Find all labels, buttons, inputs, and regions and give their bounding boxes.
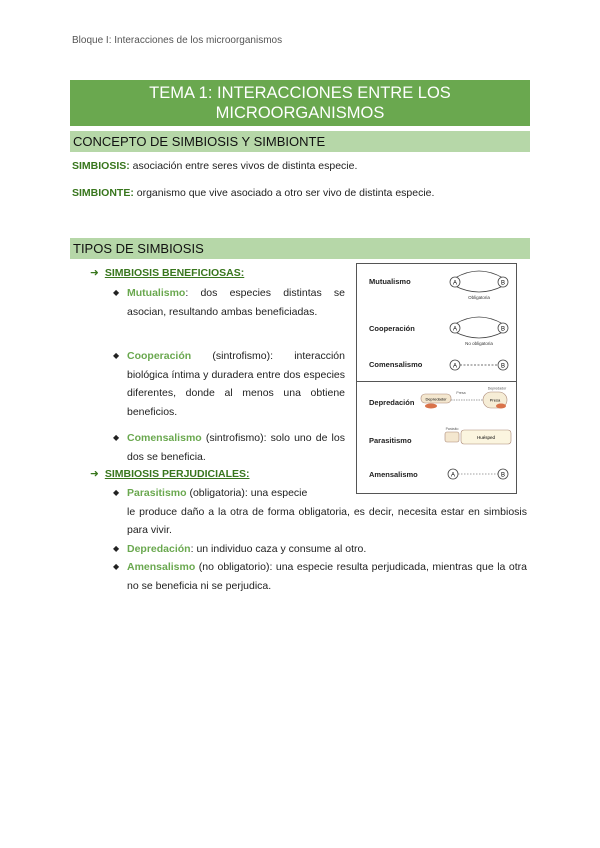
diamond-bullet-icon: ◆: [113, 288, 120, 297]
list-item-depredacion: [113, 540, 527, 559]
category-beneficiosas: [90, 267, 244, 279]
pred-tag-2: Depredador: [487, 386, 507, 391]
item-term: Amensalismo: [127, 561, 196, 573]
category-label: SIMBIOSIS PERJUDICIALES:: [104, 468, 250, 480]
term-simbiosis: SIMBIOSIS:: [72, 160, 130, 172]
node-b: B: [500, 363, 506, 370]
par-left: Parásito: [445, 427, 459, 431]
figure-label-comensalismo: Comensalismo: [369, 360, 423, 369]
item-term: Comensalismo: [127, 432, 202, 444]
figure-drawings: [357, 264, 516, 493]
definition-simbionte: [72, 187, 434, 199]
diamond-bullet-icon: ◆: [113, 488, 120, 497]
item-text: : dos especies distintas se asocian, resultando ambas beneficiadas.: [127, 287, 345, 318]
section-heading-tipos: TIPOS DE SIMBIOSIS: [70, 238, 530, 259]
item-text: (sintrofismo): solo uno de los dos se beneficia.: [127, 432, 345, 463]
def-simbiosis: asociación entre seres vivos de distinta especie.: [129, 160, 358, 172]
figure-label-parasitismo: Parasitismo: [369, 436, 412, 445]
node-a: A: [452, 326, 458, 333]
list-item-comensalismo: [113, 429, 345, 466]
item-text: (sintrofismo): interacción biológica íntima y duradera entre dos especies diferentes, donde al menos una obtiene beneficios.: [127, 350, 345, 418]
page-title: [70, 80, 530, 126]
diamond-bullet-icon: ◆: [113, 562, 120, 571]
item-text: (obligatoria): una especie: [186, 487, 308, 499]
node-a: A: [452, 363, 458, 370]
item-text: : un individuo caza y consume al otro.: [190, 543, 367, 555]
arrow-icon: ➜: [90, 468, 99, 480]
item-text-continued: le produce daño a la otra de forma obligatoria, es decir, necesita estar en simbiosis para vivir.: [127, 505, 527, 536]
category-perjudiciales: [90, 468, 250, 480]
mutualism-diagram: [450, 271, 508, 300]
item-term: Cooperación: [127, 350, 192, 362]
symbiosis-diagram-figure: [356, 263, 517, 494]
list-item-cooperacion: [113, 347, 345, 421]
term-simbionte: SIMBIONTE:: [72, 187, 134, 199]
cooperation-caption: No obligatoria: [465, 341, 493, 346]
diamond-bullet-icon: ◆: [113, 433, 120, 442]
amensalism-diagram: [448, 469, 508, 479]
list-item-mutualismo: [113, 284, 345, 321]
item-term: Mutualismo: [127, 287, 186, 299]
figure-label-amensalismo: Amensalismo: [369, 470, 418, 479]
list-item-amensalismo: [113, 558, 527, 595]
category-label: SIMBIOSIS BENEFICIOSAS:: [104, 267, 245, 279]
cooperation-diagram: [450, 317, 508, 346]
figure-label-mutualismo: Mutualismo: [369, 277, 411, 286]
running-head: Bloque I: Interacciones de los microorganismos: [72, 35, 283, 46]
node-b: B: [500, 326, 506, 333]
figure-label-depredacion: Depredación: [369, 398, 415, 407]
predation-diagram: [421, 387, 507, 409]
diamond-bullet-icon: ◆: [113, 351, 120, 360]
node-a: A: [452, 280, 458, 287]
item-text: (no obligatorio): una especie resulta perjudicada, mientras que la otra no se beneficia ni se perjudica.: [127, 561, 527, 592]
node-a: A: [450, 472, 456, 479]
section-heading-concepto: CONCEPTO DE SIMBIOSIS Y SIMBIONTE: [70, 131, 530, 152]
parasitism-diagram: [445, 427, 511, 444]
item-first-line: [127, 484, 345, 503]
commensalism-diagram: [450, 360, 508, 370]
pred-tag-1: Presa: [456, 391, 466, 395]
pred-right: Presa: [489, 397, 501, 403]
item-term: Parasitismo: [127, 487, 187, 499]
mutualism-caption: Obligatoria: [468, 295, 490, 300]
title-line-1: TEMA 1: INTERACCIONES ENTRE LOS: [149, 84, 451, 102]
node-b: B: [500, 280, 506, 287]
pred-left: Depredador: [425, 396, 447, 402]
title-line-2: MICROORGANISMOS: [215, 104, 385, 122]
node-b: B: [500, 472, 506, 479]
diamond-bullet-icon: ◆: [113, 544, 120, 553]
definition-simbiosis: [72, 160, 357, 172]
arrow-icon: ➜: [90, 267, 99, 279]
par-right: Huésped: [476, 435, 496, 440]
def-simbionte: organismo que vive asociado a otro ser vivo de distinta especie.: [133, 187, 435, 199]
item-term: Depredación: [127, 543, 191, 555]
figure-label-cooperacion: Cooperación: [369, 324, 415, 333]
